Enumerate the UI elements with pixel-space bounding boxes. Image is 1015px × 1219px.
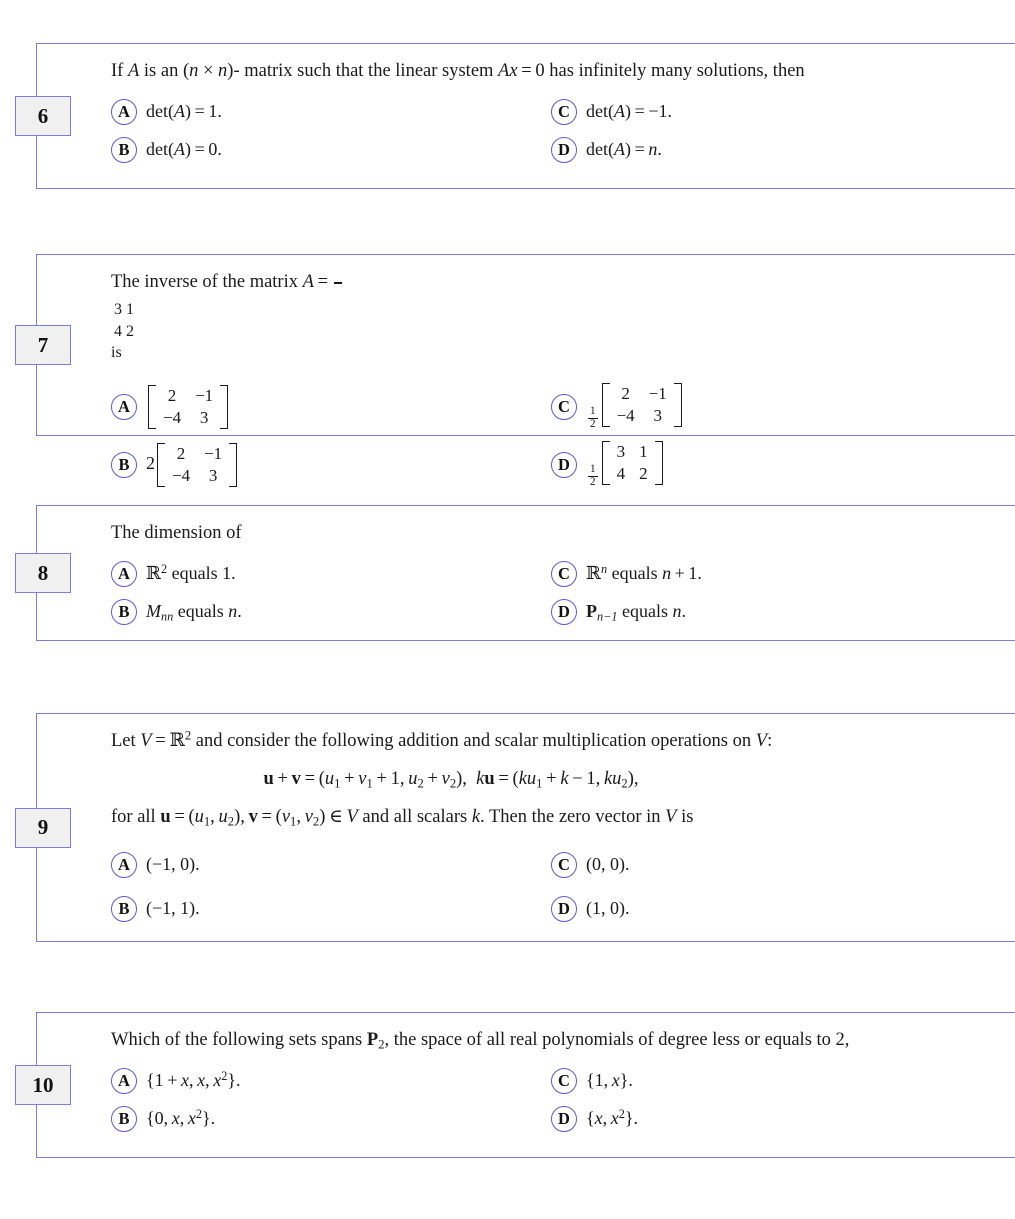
options-group [111,555,1015,631]
option-text-a: {1 + x, x, $x^2$}. [146,1069,241,1091]
question-box-7 [36,254,1015,488]
option-a[interactable] [111,1062,551,1100]
one-half-fraction: $\frac{1}{2}$ [590,405,596,430]
option-text-d: {x, $x^2$}. [586,1107,639,1129]
display-equation: $u + v = (u_1 + v_1 + 1$, $u_2 + v_2$), ku = ($ku_1 + k - 1$, $ku_2$), [263,768,639,791]
option-bubble-d[interactable]: D [551,896,577,922]
option-row [111,131,1015,169]
question-box-8 [36,505,1015,641]
option-a[interactable] [111,93,551,131]
option-row [111,1062,1015,1100]
option-row [111,93,1015,131]
option-c[interactable] [551,555,1015,593]
stem-matrix [334,282,342,284]
option-d[interactable] [551,131,1015,169]
option-text-a: 2 −1 −4 3 [146,385,230,429]
question-body [37,1013,1015,1152]
option-c[interactable] [551,1062,1015,1100]
options-group [111,378,1015,494]
option-text-b: det(A) = 0. [146,139,222,160]
option-bubble-c[interactable]: C [551,1068,577,1094]
option-a[interactable] [111,843,551,887]
option-text-c: $\frac{1}{2}$ 2 −1 −4 3 [586,383,684,430]
question-stem: If A is an (n × n)- matrix such that the linear system Ax = 0 has infinitely many solutions, then [111,61,805,81]
option-bubble-c[interactable]: C [551,852,577,878]
options-group [111,843,1015,931]
question-stem: Which of the following sets spans $P_2$, the space of all real polynomials of degree less or equals to 2, [111,1030,850,1052]
option-bubble-a[interactable]: A [111,394,137,420]
option-bubble-c[interactable]: C [551,394,577,420]
option-bubble-a[interactable]: A [111,1068,137,1094]
option-text-c: (0, 0). [586,853,630,874]
option-b[interactable] [111,887,551,931]
option-bubble-a[interactable]: A [111,561,137,587]
question-box-10 [32,1012,1015,1158]
option-row [111,436,1015,494]
option-c[interactable] [551,93,1015,131]
option-bubble-c[interactable]: C [551,561,577,587]
question-number-badge: 10 [15,1065,71,1105]
option-bubble-d[interactable]: D [551,599,577,625]
question-number-badge: 7 [15,325,71,365]
option-text-b: {0, x, $x^2$}. [146,1107,216,1129]
option-bubble-b[interactable]: B [111,1106,137,1132]
option-bubble-a[interactable]: A [111,852,137,878]
question-body [37,714,1015,945]
option-bubble-a[interactable]: A [111,99,137,125]
option-b[interactable] [111,131,551,169]
options-group [111,1062,1015,1138]
question-number-badge: 9 [15,808,71,848]
option-row [111,555,1015,593]
option-bubble-b[interactable]: B [111,599,137,625]
question-box-9 [36,713,1015,942]
question-body [37,44,1015,183]
question-stem-continued: for all $u = (u_1$, $u_2$), $v = (v_1$, $v_2$) ∈ V and all scalars k. Then the zero vector in V is [111,806,694,829]
option-text-b: $M_{nn}$ equals n. [146,601,242,624]
option-text-d: (1, 0). [586,897,630,918]
option-text-c: det(A) = −1. [586,101,672,122]
question-stem: Let V = ℝ$^2$ and consider the following addition and scalar multiplication operations on V: [111,728,773,751]
option-row [111,843,1015,887]
option-d[interactable] [551,887,1015,931]
option-a[interactable] [111,378,551,436]
option-d[interactable] [551,1100,1015,1138]
one-half-fraction: $\frac{1}{2}$ [590,463,596,488]
question-number-badge: 8 [15,553,71,593]
option-row [111,1100,1015,1138]
question-body: The inverse of the matrix A = 3 1 4 2 is A 2 −1 −4 3 C $\frac{1}{2}$ 2 −1 −4 3 B 2 2 −1 −4 3 D $\frac{1}{2}$ 3 1 4 2 [37,255,1015,508]
option-text-c: {1, x}. [586,1070,633,1091]
option-text-b: (−1, 1). [146,897,200,918]
option-b[interactable] [111,1100,551,1138]
option-bubble-b[interactable]: B [111,452,137,478]
option-text-b: 2 2 −1 −4 3 [146,443,239,487]
option-row [111,378,1015,436]
option-text-d: det(A) = n. [586,139,662,160]
question-stem: The inverse of the matrix A = [111,269,1015,296]
option-a[interactable] [111,555,551,593]
option-d[interactable] [551,593,1015,631]
option-text-c: ℝ$^n$ equals n + 1. [586,562,702,585]
question-number-badge: 6 [15,96,71,136]
question-stem: The dimension of [111,523,242,543]
option-bubble-b[interactable]: B [111,896,137,922]
option-b[interactable] [111,436,551,494]
option-bubble-d[interactable]: D [551,1106,577,1132]
option-bubble-d[interactable]: D [551,452,577,478]
question-body [37,506,1015,645]
option-row [111,593,1015,631]
options-group [111,93,1015,169]
option-bubble-c[interactable]: C [551,99,577,125]
option-row [111,887,1015,931]
option-c[interactable] [551,843,1015,887]
option-text-d: $P_{n-1}$ equals n. [586,601,686,624]
option-d[interactable] [551,436,1015,494]
question-box-6 [36,43,1015,189]
option-b[interactable] [111,593,551,631]
option-bubble-b[interactable]: B [111,137,137,163]
option-bubble-d[interactable]: D [551,137,577,163]
option-text-d: $\frac{1}{2}$ 3 1 4 2 [586,441,665,488]
option-text-a: (−1, 0). [146,853,200,874]
option-text-a: det(A) = 1. [146,101,222,122]
option-text-a: ℝ$^2$ equals 1. [146,562,236,585]
option-c[interactable] [551,378,1015,436]
